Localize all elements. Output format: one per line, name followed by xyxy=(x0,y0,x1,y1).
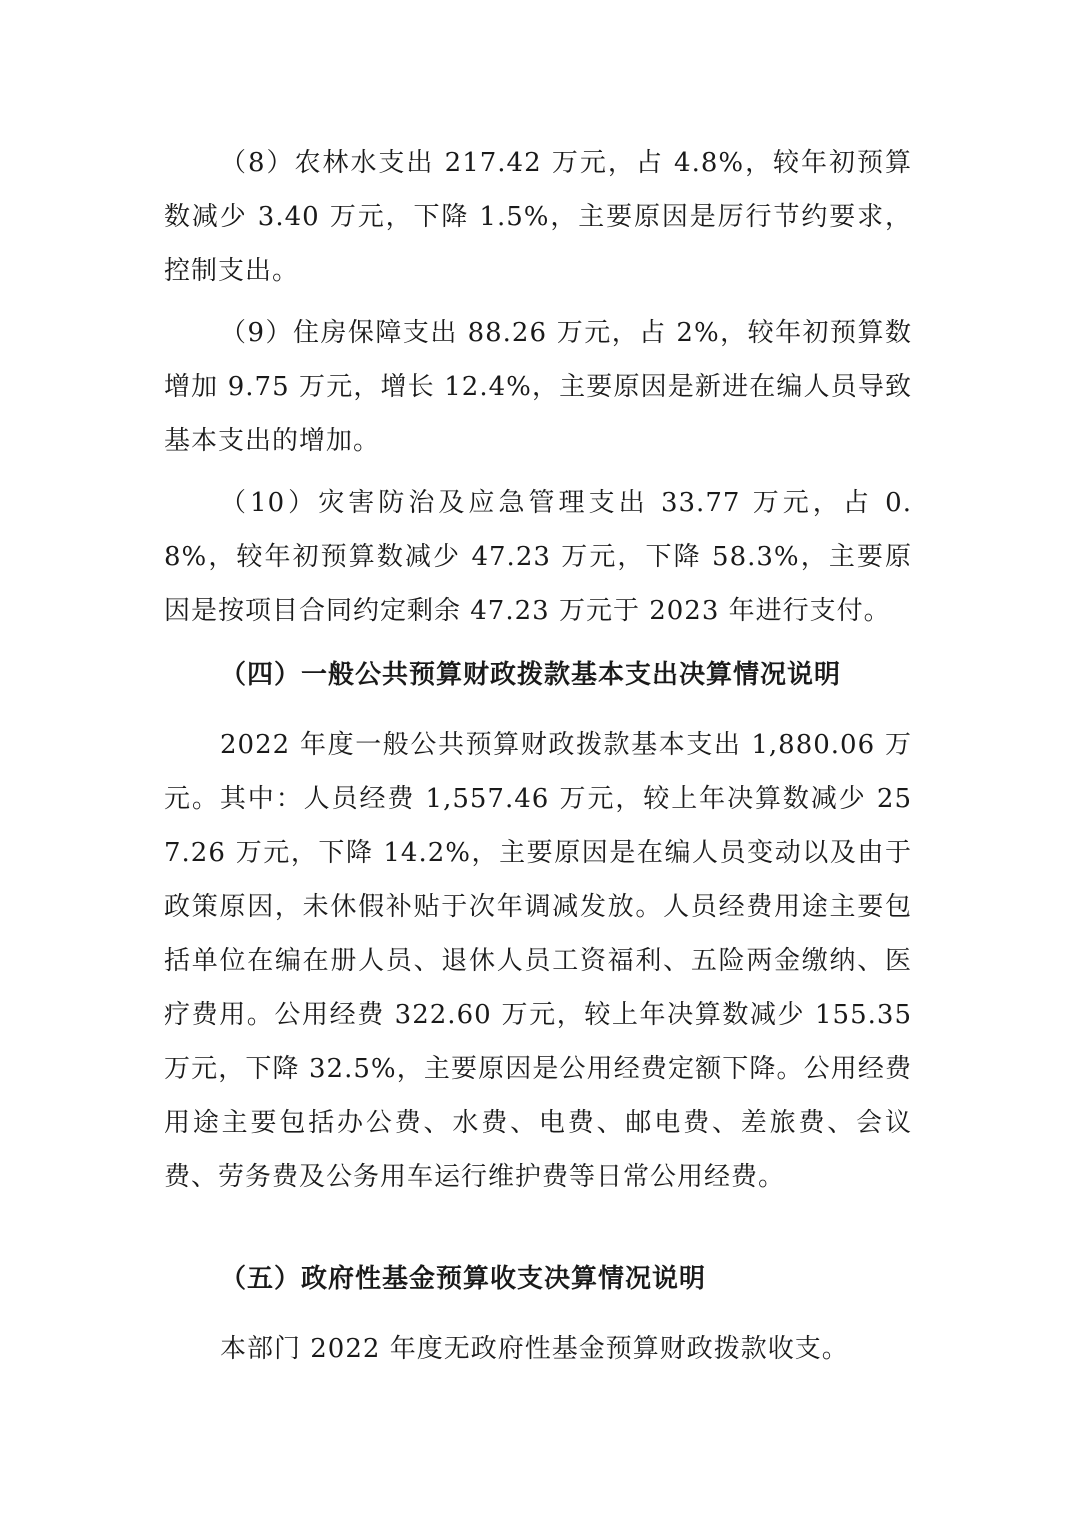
paragraph-agriculture-expenditure: （8）农林水支出 217.42 万元，占 4.8%，较年初预算数减少 3.40 万元，下降 1.5%，主要原因是厉行节约要求，控制支出。 xyxy=(164,148,912,286)
paragraph-housing-expenditure: （9）住房保障支出 88.26 万元，占 2%，较年初预算数增加 9.75 万元，增长 12.4%，主要原因是新进在编人员导致基本支出的增加。 xyxy=(164,318,912,456)
paragraph-disaster-expenditure: （10）灾害防治及应急管理支出 33.77 万元，占 0.8%，较年初预算数减少 47.23 万元，下降 58.3%，主要原因是按项目合同约定剩余 47.23 万元于 2023 年进行支付。 xyxy=(164,488,912,626)
section-heading-government-fund: （五）政府性基金预算收支决算情况说明 xyxy=(220,1264,707,1294)
paragraph-government-fund: 本部门 2022 年度无政府性基金预算财政拨款收支。 xyxy=(220,1334,849,1364)
paragraph-basic-expenditure: 2022 年度一般公共预算财政拨款基本支出 1,880.06 万元。其中：人员经费 1,557.46 万元，较上年决算数减少 257.26 万元，下降 14.2%，主要原因是在编人员变动以及由于政策原因，未休假补贴于次年调减发放。人员经费用途主要包括单位在编在册人员、退休人员工资福利、五险两金缴纳、医疗费用。公用经费 322.60 万元，较上年决算数减少 155.35 万元，下降 32.5%，主要原因是公用经费定额下降。公用经费用途主要包括办公费、水费、电费、邮电费、差旅费、会议费、劳务费及公务用车运行维护费等日常公用经费。 xyxy=(164,730,912,1192)
section-heading-basic-expenditure: （四）一般公共预算财政拨款基本支出决算情况说明 xyxy=(220,660,842,690)
